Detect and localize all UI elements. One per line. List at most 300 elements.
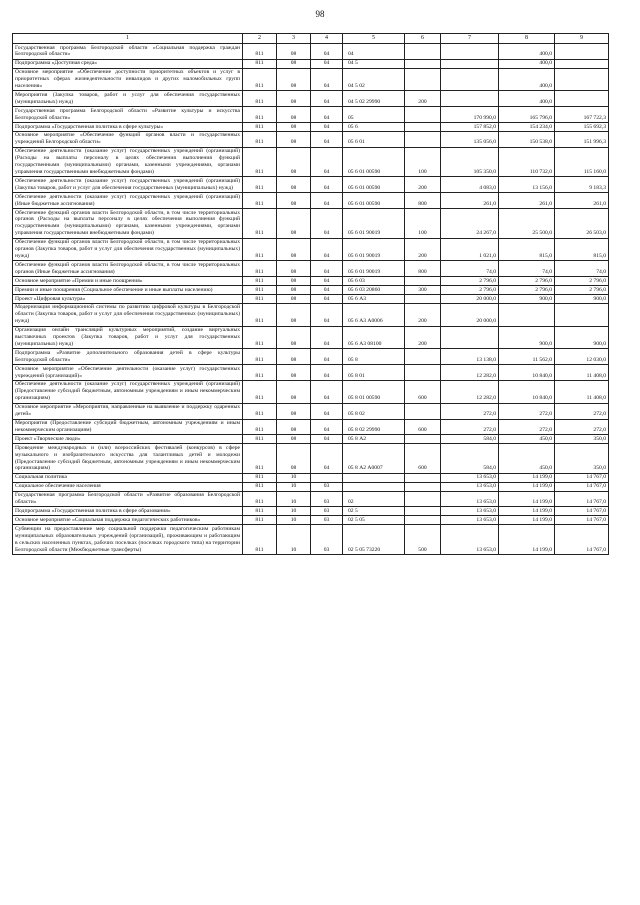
row-value-cell: 08 <box>277 403 311 419</box>
row-value-cell: 811 <box>243 91 277 107</box>
row-value-cell: 800 <box>405 261 441 277</box>
row-name-cell: Обеспечение деятельности (оказание услуг) государственных учреждений (организаций) (Закупка товаров, работ и услуг для обеспечения государственных (муниципальных) нужд) <box>13 177 243 193</box>
row-value-cell: 26 503,0 <box>555 209 609 239</box>
table-row <box>13 238 609 261</box>
row-value-cell: 811 <box>243 59 277 68</box>
row-value-cell: 04 <box>311 349 343 365</box>
row-value-cell: 04 <box>311 419 343 435</box>
row-value-cell: 811 <box>243 473 277 482</box>
row-value-cell: 200 <box>405 238 441 261</box>
row-value-cell <box>405 123 441 132</box>
row-name-cell: Основное мероприятие «Премии и иные поощрения» <box>13 277 243 286</box>
row-value-cell: 200 <box>405 303 441 326</box>
row-value-cell: 900,0 <box>499 326 555 349</box>
row-value-cell: 05 8 <box>343 349 405 365</box>
row-value-cell: 811 <box>243 380 277 403</box>
row-value-cell <box>405 68 441 91</box>
table-row <box>13 326 609 349</box>
row-value-cell: 155 692,3 <box>555 123 609 132</box>
row-value-cell: 10 <box>277 507 311 516</box>
row-value-cell: 9 183,3 <box>555 177 609 193</box>
row-value-cell: 11 408,0 <box>555 380 609 403</box>
row-value-cell: 04 <box>311 107 343 123</box>
row-name-cell: Государственная программа Белгородской области «Развитие культуры и искусства Белгородской области» <box>13 107 243 123</box>
row-value-cell: 04 <box>311 123 343 132</box>
row-value-cell: 300 <box>405 286 441 295</box>
table-row <box>13 177 609 193</box>
row-value-cell: 14 767,0 <box>555 507 609 516</box>
row-value-cell: 74,0 <box>441 261 499 277</box>
row-value-cell: 450,0 <box>499 435 555 444</box>
row-value-cell: 14 199,0 <box>499 473 555 482</box>
row-value-cell: 08 <box>277 303 311 326</box>
table-header-row <box>13 34 609 44</box>
row-value-cell <box>555 303 609 326</box>
row-value-cell: 811 <box>243 177 277 193</box>
table-row <box>13 68 609 91</box>
row-value-cell: 08 <box>277 107 311 123</box>
row-value-cell: 20 000,0 <box>441 295 499 304</box>
row-value-cell <box>405 107 441 123</box>
row-value-cell: 811 <box>243 209 277 239</box>
row-value-cell <box>405 403 441 419</box>
table-row <box>13 44 609 60</box>
row-value-cell: 811 <box>243 147 277 177</box>
row-value-cell <box>343 482 405 491</box>
header-cell: 9 <box>555 34 609 44</box>
row-value-cell: 03 <box>311 491 343 507</box>
row-name-cell: Основное мероприятие «Мероприятия, направленные на выявление и поддержку одаренных детей» <box>13 403 243 419</box>
row-value-cell: 815,0 <box>555 238 609 261</box>
row-value-cell: 165 796,0 <box>499 107 555 123</box>
row-value-cell: 05 6 01 90019 <box>343 261 405 277</box>
row-value-cell: 08 <box>277 286 311 295</box>
row-value-cell: 2 796,0 <box>441 277 499 286</box>
row-value-cell: 04 5 02 29990 <box>343 91 405 107</box>
row-value-cell <box>405 44 441 60</box>
table-row <box>13 482 609 491</box>
row-value-cell: 08 <box>277 326 311 349</box>
row-value-cell: 04 <box>311 261 343 277</box>
budget-table <box>12 33 609 555</box>
row-value-cell: 105 350,0 <box>441 147 499 177</box>
row-value-cell: 08 <box>277 59 311 68</box>
row-value-cell: 03 <box>311 516 343 525</box>
table-row <box>13 123 609 132</box>
row-value-cell: 08 <box>277 419 311 435</box>
row-value-cell: 2 796,0 <box>499 277 555 286</box>
row-value-cell: 167 722,3 <box>555 107 609 123</box>
row-name-cell: Обеспечение деятельности (оказание услуг) государственных учреждений (организаций) (Иные бюджетные ассигнования) <box>13 193 243 209</box>
row-name-cell: Подпрограмма «Государственная политика в сфере образования» <box>13 507 243 516</box>
row-name-cell: Социальное обеспечение населения <box>13 482 243 491</box>
row-value-cell: 811 <box>243 349 277 365</box>
row-value-cell: 11 562,0 <box>499 349 555 365</box>
row-value-cell <box>405 59 441 68</box>
table-row <box>13 403 609 419</box>
row-value-cell: 135 056,0 <box>441 131 499 147</box>
row-value-cell: 14 199,0 <box>499 491 555 507</box>
row-value-cell: 4 083,0 <box>441 177 499 193</box>
row-value-cell: 04 <box>311 44 343 60</box>
table-row <box>13 209 609 239</box>
row-value-cell <box>405 482 441 491</box>
row-value-cell: 14 767,0 <box>555 473 609 482</box>
row-value-cell: 04 <box>311 277 343 286</box>
row-value-cell: 10 <box>277 491 311 507</box>
row-value-cell <box>441 44 499 60</box>
table-row <box>13 193 609 209</box>
row-value-cell: 04 <box>311 326 343 349</box>
row-value-cell: 14 767,0 <box>555 516 609 525</box>
row-value-cell: 05 8 02 <box>343 403 405 419</box>
row-value-cell: 10 840,0 <box>499 380 555 403</box>
row-value-cell: 170 990,0 <box>441 107 499 123</box>
row-value-cell: 08 <box>277 44 311 60</box>
row-value-cell: 14 199,0 <box>499 507 555 516</box>
row-value-cell: 05 8 01 00590 <box>343 380 405 403</box>
row-value-cell: 02 5 05 <box>343 516 405 525</box>
row-value-cell: 04 <box>343 44 405 60</box>
header-cell: 1 <box>13 34 243 44</box>
row-name-cell: Модернизация информационной системы по развитию цифровой культуры в Белгородской области (Закупка товаров, работ и услуг для обеспечения государственных (муниципальных) нужд) <box>13 303 243 326</box>
row-value-cell <box>441 91 499 107</box>
row-value-cell: 815,0 <box>499 238 555 261</box>
row-value-cell: 10 <box>277 525 311 555</box>
row-value-cell: 05 6 01 90019 <box>343 238 405 261</box>
row-value-cell <box>405 277 441 286</box>
row-value-cell: 05 8 А2 А0007 <box>343 444 405 474</box>
row-value-cell <box>405 365 441 381</box>
row-value-cell: 05 8 02 29990 <box>343 419 405 435</box>
row-value-cell: 08 <box>277 444 311 474</box>
row-value-cell: 04 <box>311 303 343 326</box>
row-value-cell: 110 732,0 <box>499 147 555 177</box>
row-name-cell: Мероприятия (Предоставление субсидий бюджетным, автономным учреждениям и иным некоммерческим организациям) <box>13 419 243 435</box>
row-value-cell: 04 <box>311 365 343 381</box>
header-cell: 8 <box>499 34 555 44</box>
row-value-cell: 811 <box>243 435 277 444</box>
row-value-cell: 12 282,0 <box>441 380 499 403</box>
row-name-cell: Обеспечение функций органов власти Белгородской области, в том числе территориальных органов (Иные бюджетные ассигнования) <box>13 261 243 277</box>
row-value-cell: 05 8 01 <box>343 365 405 381</box>
row-name-cell: Подпрограмма «Развитие дополнительного образования детей в сфере культуры Белгородской области» <box>13 349 243 365</box>
row-value-cell: 05 6 01 90019 <box>343 209 405 239</box>
row-value-cell: 811 <box>243 44 277 60</box>
row-value-cell: 08 <box>277 277 311 286</box>
row-value-cell: 04 <box>311 209 343 239</box>
row-value-cell: 74,0 <box>555 261 609 277</box>
row-value-cell: 400,0 <box>499 59 555 68</box>
row-value-cell: 13 653,0 <box>441 482 499 491</box>
row-value-cell: 03 <box>311 507 343 516</box>
row-value-cell <box>405 473 441 482</box>
row-value-cell: 100 <box>405 147 441 177</box>
table-row <box>13 435 609 444</box>
row-value-cell: 08 <box>277 91 311 107</box>
table-row <box>13 525 609 555</box>
row-name-cell: Обеспечение деятельности (оказание услуг) государственных учреждений (организаций) (Предоставление субсидий бюджетным, автономным учреждениям и иным некоммерческим организациям) <box>13 380 243 403</box>
row-value-cell: 500 <box>405 525 441 555</box>
row-value-cell <box>405 491 441 507</box>
row-value-cell <box>405 507 441 516</box>
row-value-cell: 115 160,0 <box>555 147 609 177</box>
row-value-cell: 272,0 <box>441 403 499 419</box>
row-value-cell <box>405 516 441 525</box>
table-row <box>13 286 609 295</box>
table-row <box>13 380 609 403</box>
row-value-cell <box>311 473 343 482</box>
row-value-cell: 150 538,0 <box>499 131 555 147</box>
row-value-cell: 261,0 <box>555 193 609 209</box>
row-value-cell: 04 <box>311 435 343 444</box>
row-value-cell: 811 <box>243 303 277 326</box>
table-row <box>13 277 609 286</box>
row-value-cell: 400,0 <box>499 68 555 91</box>
row-name-cell: Основное мероприятие «Обеспечение доступности приоритетных объектов и услуг в приоритетных сферах жизнедеятельности инвалидов и других маломобильных групп населения» <box>13 68 243 91</box>
row-value-cell: 13 653,0 <box>441 507 499 516</box>
row-value-cell: 04 <box>311 131 343 147</box>
table-row <box>13 261 609 277</box>
row-value-cell: 10 <box>277 473 311 482</box>
row-value-cell: 13 138,0 <box>441 349 499 365</box>
row-name-cell: Проект «Творческие люди» <box>13 435 243 444</box>
table-row <box>13 507 609 516</box>
row-value-cell: 03 <box>311 482 343 491</box>
row-value-cell: 600 <box>405 380 441 403</box>
table-row <box>13 303 609 326</box>
row-value-cell: 811 <box>243 365 277 381</box>
table-row <box>13 491 609 507</box>
row-value-cell: 100 <box>405 209 441 239</box>
row-value-cell: 08 <box>277 177 311 193</box>
row-value-cell: 157 852,0 <box>441 123 499 132</box>
table-row <box>13 473 609 482</box>
row-value-cell: 20 000,0 <box>441 303 499 326</box>
row-value-cell: 14 767,0 <box>555 525 609 555</box>
row-value-cell: 04 <box>311 147 343 177</box>
row-value-cell: 14 199,0 <box>499 516 555 525</box>
row-value-cell: 811 <box>243 403 277 419</box>
row-value-cell: 811 <box>243 107 277 123</box>
row-value-cell: 200 <box>405 326 441 349</box>
row-value-cell <box>405 131 441 147</box>
row-value-cell: 05 6 А3 08100 <box>343 326 405 349</box>
row-value-cell: 04 <box>311 238 343 261</box>
table-row <box>13 444 609 474</box>
row-value-cell: 05 6 А3 А0006 <box>343 303 405 326</box>
row-value-cell: 04 <box>311 68 343 91</box>
row-value-cell: 350,0 <box>555 444 609 474</box>
row-value-cell: 04 5 <box>343 59 405 68</box>
row-value-cell: 811 <box>243 444 277 474</box>
row-value-cell: 08 <box>277 123 311 132</box>
row-value-cell: 03 <box>311 525 343 555</box>
row-value-cell: 12 030,0 <box>555 349 609 365</box>
row-name-cell: Основное мероприятие «Социальная поддержка педагогических работников» <box>13 516 243 525</box>
table-row <box>13 365 609 381</box>
row-name-cell: Премии и иные поощрения (Социальное обеспечение и иные выплаты населению) <box>13 286 243 295</box>
row-value-cell: 584,0 <box>441 444 499 474</box>
header-cell: 3 <box>277 34 311 44</box>
row-value-cell: 10 <box>277 516 311 525</box>
row-value-cell: 2 796,0 <box>441 286 499 295</box>
row-value-cell: 600 <box>405 419 441 435</box>
row-value-cell: 1 021,0 <box>441 238 499 261</box>
row-value-cell <box>343 473 405 482</box>
row-value-cell: 811 <box>243 295 277 304</box>
row-value-cell: 05 6 01 00590 <box>343 147 405 177</box>
row-value-cell: 04 <box>311 91 343 107</box>
row-value-cell: 811 <box>243 131 277 147</box>
row-value-cell <box>555 91 609 107</box>
row-value-cell: 272,0 <box>555 403 609 419</box>
table-row <box>13 131 609 147</box>
row-value-cell: 02 5 <box>343 507 405 516</box>
row-value-cell: 05 6 01 <box>343 131 405 147</box>
row-value-cell: 05 6 01 00590 <box>343 193 405 209</box>
row-value-cell: 2 796,0 <box>555 286 609 295</box>
row-value-cell: 13 653,0 <box>441 473 499 482</box>
row-value-cell: 04 <box>311 177 343 193</box>
row-value-cell: 14 767,0 <box>555 491 609 507</box>
row-value-cell: 811 <box>243 261 277 277</box>
header-cell: 2 <box>243 34 277 44</box>
row-value-cell: 811 <box>243 491 277 507</box>
row-value-cell: 08 <box>277 261 311 277</box>
row-name-cell: Основное мероприятие «Обеспечение деятельности (оказание услуг) государственных учреждений (организаций)» <box>13 365 243 381</box>
row-value-cell: 261,0 <box>499 193 555 209</box>
row-value-cell: 900,0 <box>555 295 609 304</box>
row-value-cell <box>405 435 441 444</box>
header-cell: 5 <box>343 34 405 44</box>
row-value-cell: 400,0 <box>499 44 555 60</box>
row-value-cell: 04 <box>311 444 343 474</box>
row-value-cell: 154 234,0 <box>499 123 555 132</box>
row-value-cell <box>405 349 441 365</box>
row-value-cell: 04 5 02 <box>343 68 405 91</box>
table-row <box>13 419 609 435</box>
row-value-cell: 2 796,0 <box>499 286 555 295</box>
row-name-cell: Государственная программа Белгородской области «Социальная поддержка граждан Белгородской области» <box>13 44 243 60</box>
row-value-cell: 05 6 03 20860 <box>343 286 405 295</box>
row-value-cell: 08 <box>277 147 311 177</box>
table-row <box>13 147 609 177</box>
header-cell: 7 <box>441 34 499 44</box>
row-value-cell: 450,0 <box>499 444 555 474</box>
row-name-cell: Подпрограмма «Государственная политика в сфере культуры» <box>13 123 243 132</box>
row-value-cell: 811 <box>243 419 277 435</box>
row-value-cell: 900,0 <box>555 326 609 349</box>
row-value-cell: 2 796,0 <box>555 277 609 286</box>
row-value-cell: 05 6 <box>343 123 405 132</box>
row-value-cell: 811 <box>243 238 277 261</box>
row-value-cell: 13 653,0 <box>441 525 499 555</box>
row-value-cell: 811 <box>243 482 277 491</box>
row-value-cell <box>555 59 609 68</box>
row-value-cell: 151 996,3 <box>555 131 609 147</box>
row-name-cell: Подпрограмма «Доступная среда» <box>13 59 243 68</box>
row-value-cell: 261,0 <box>441 193 499 209</box>
row-value-cell: 74,0 <box>499 261 555 277</box>
row-value-cell: 900,0 <box>499 295 555 304</box>
row-value-cell: 04 <box>311 295 343 304</box>
row-value-cell: 05 8 А2 <box>343 435 405 444</box>
row-value-cell: 272,0 <box>555 419 609 435</box>
page-number: 98 <box>315 9 325 19</box>
row-value-cell: 400,0 <box>499 91 555 107</box>
table-row <box>13 59 609 68</box>
table-row <box>13 349 609 365</box>
row-value-cell: 811 <box>243 507 277 516</box>
row-value-cell: 08 <box>277 193 311 209</box>
row-name-cell: Обеспечение деятельности (оказание услуг) государственных учреждений (организаций) (Расходы на выплаты персоналу в целях обеспечения выполнения функций государственными (муниципальными) органами, казенными учреждениями, органами управления государственными внебюджетными фондами) <box>13 147 243 177</box>
table-body <box>13 44 609 555</box>
row-name-cell: Проведение международных и (или) всероссийских фестивалей (конкурсов) в сфере музыкального и изобразительного искусства для талантливых детей и молодежи (Предоставление субсидий бюджетным, автономным учреждениям и иным некоммерческим организациям) <box>13 444 243 474</box>
row-value-cell: 02 <box>343 491 405 507</box>
row-value-cell: 08 <box>277 380 311 403</box>
row-value-cell: 08 <box>277 238 311 261</box>
row-value-cell: 04 <box>311 380 343 403</box>
row-value-cell: 811 <box>243 277 277 286</box>
row-value-cell: 14 199,0 <box>499 525 555 555</box>
row-value-cell: 05 6 01 00590 <box>343 177 405 193</box>
row-value-cell: 05 6 03 <box>343 277 405 286</box>
row-value-cell: 272,0 <box>499 403 555 419</box>
row-value-cell: 08 <box>277 209 311 239</box>
row-value-cell: 13 653,0 <box>441 516 499 525</box>
row-value-cell <box>555 68 609 91</box>
row-value-cell: 10 840,0 <box>499 365 555 381</box>
row-value-cell: 11 408,0 <box>555 365 609 381</box>
row-value-cell: 13 653,0 <box>441 491 499 507</box>
row-value-cell: 272,0 <box>499 419 555 435</box>
row-value-cell: 08 <box>277 68 311 91</box>
row-value-cell <box>441 68 499 91</box>
row-name-cell: Субвенции на предоставление мер социальной поддержки педагогическим работникам муниципальных образовательных учреждений (организаций), проживающим и работающим в сельских населенных пунктах, рабочих поселках (поселках городского типа) на территории Белгородской области (Межбюджетные трансферты) <box>13 525 243 555</box>
row-value-cell: 811 <box>243 525 277 555</box>
row-name-cell: Обеспечение функций органов власти Белгородской области, в том числе территориальных органов (Расходы на выплаты персоналу в целях обеспечения выполнения функций государственными (муниципальными) органами, казенными учреждениями, органами управления государственными внебюджетными фондами) <box>13 209 243 239</box>
row-value-cell: 08 <box>277 349 311 365</box>
header-cell: 4 <box>311 34 343 44</box>
table-row <box>13 107 609 123</box>
row-value-cell: 04 <box>311 403 343 419</box>
row-name-cell: Организация онлайн трансляций культурных мероприятий, создание виртуальных выставочных проектов (Закупка товаров, работ и услуг для государственных (муниципальных) нужд) <box>13 326 243 349</box>
row-value-cell: 12 282,0 <box>441 365 499 381</box>
row-value-cell: 05 <box>343 107 405 123</box>
header-cell: 6 <box>405 34 441 44</box>
row-value-cell: 272,0 <box>441 419 499 435</box>
row-value-cell: 04 <box>311 286 343 295</box>
row-value-cell: 811 <box>243 68 277 91</box>
row-value-cell: 24 267,0 <box>441 209 499 239</box>
row-value-cell: 05 6 А3 <box>343 295 405 304</box>
row-value-cell: 14 767,0 <box>555 482 609 491</box>
row-value-cell: 811 <box>243 286 277 295</box>
row-value-cell <box>405 295 441 304</box>
row-value-cell <box>441 59 499 68</box>
row-value-cell: 811 <box>243 516 277 525</box>
row-value-cell: 800 <box>405 193 441 209</box>
row-value-cell: 08 <box>277 365 311 381</box>
table-row <box>13 91 609 107</box>
row-value-cell: 600 <box>405 444 441 474</box>
row-name-cell: Основное мероприятие «Обеспечение функций органов власти и государственных учреждений Белгородской области» <box>13 131 243 147</box>
row-value-cell: 200 <box>405 91 441 107</box>
row-value-cell: 811 <box>243 326 277 349</box>
row-value-cell <box>499 303 555 326</box>
row-name-cell: Обеспечение функций органов власти Белгородской области, в том числе территориальных органов (Закупка товаров, работ и услуг для обеспечения государственных (муниципальных) нужд) <box>13 238 243 261</box>
